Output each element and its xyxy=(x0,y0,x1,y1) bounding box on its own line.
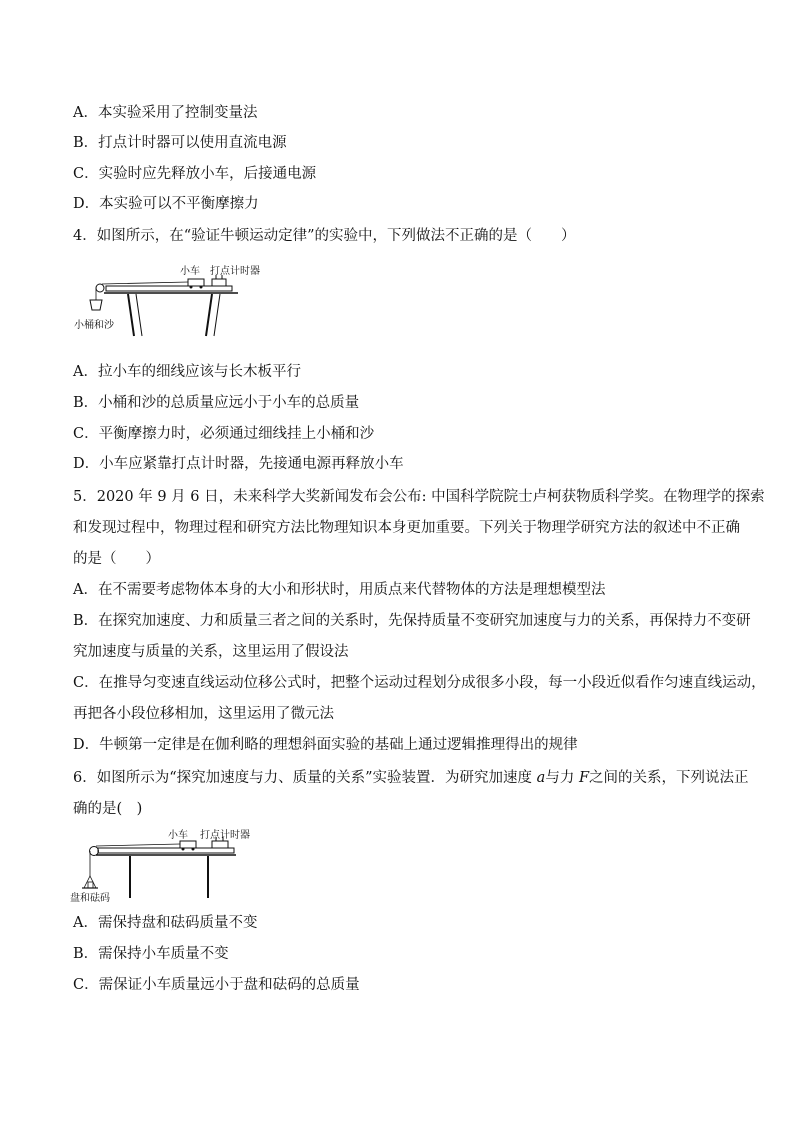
q3-option-c: C．实验时应先释放小车，后接通电源 xyxy=(73,166,317,182)
cart xyxy=(180,841,196,848)
q5-option-c-line1: C．在推导匀变速直线运动位移公式时，把整个运动过程划分成很多小段，每一小段近似看作匀速直线运动， xyxy=(73,675,766,691)
q5-stem-line1: 5．2020 年 9 月 6 日，未来科学大奖新闻发布会公布: 中国科学院院士卢柯获物质科学奖。在物理学的探索 xyxy=(73,489,765,505)
q6-label-car: 小车 xyxy=(168,830,188,841)
q3-option-b: B．打点计时器可以使用直流电源 xyxy=(73,135,287,151)
q5-option-d: D．牛顿第一定律是在伽利略的理想斜面实验的基础上通过逻辑推理得出的规律 xyxy=(73,737,578,753)
q6-option-b: B．需保持小车质量不变 xyxy=(73,946,229,962)
q6-option-a: A．需保持盘和砝码质量不变 xyxy=(73,915,258,931)
q5-stem-line2: 和发现过程中，物理过程和研究方法比物理知识本身更加重要。下列关于物理学研究方法的叙述中不正确 xyxy=(73,520,740,536)
q4-option-c: C．平衡摩擦力时，必须通过细线挂上小桶和沙 xyxy=(73,426,375,442)
timer xyxy=(212,279,226,286)
q4-option-a: A．拉小车的细线应该与长木板平行 xyxy=(73,364,301,380)
q5-option-a: A．在不需要考虑物体本身的大小和形状时，用质点来代替物体的方法是理想模型法 xyxy=(73,582,606,598)
q3-option-d: D．本实验可以不平衡摩擦力 xyxy=(73,196,259,212)
q4-option-d: D．小车应紧靠打点计时器，先接通电源再释放小车 xyxy=(73,456,404,472)
q4-label-car: 小车 xyxy=(180,266,200,277)
q4-apparatus-figure xyxy=(70,262,260,340)
timer xyxy=(212,841,228,848)
string xyxy=(96,844,180,846)
string xyxy=(102,282,188,284)
cart xyxy=(188,279,204,286)
weight xyxy=(88,882,93,888)
q6-stem-part3: 之间的关系，下列说法正 xyxy=(589,770,749,786)
q4-stem: 4．如图所示，在“验证牛顿运动定律”的实验中，下列做法不正确的是（ ） xyxy=(73,228,576,244)
q6-stem-line1 xyxy=(73,768,749,788)
long-board xyxy=(106,286,232,291)
pulley xyxy=(90,847,99,856)
q6-var-f: F xyxy=(578,770,589,786)
q4-label-bucket: 小桶和沙 xyxy=(74,320,114,331)
q6-stem-line2: 确的是( ) xyxy=(73,801,143,817)
q6-stem-part1: 6．如图所示为“探究加速度与力、质量的关系”实验装置．为研究加速度 xyxy=(73,770,537,786)
q3-option-a: A．本实验采用了控制变量法 xyxy=(73,105,258,121)
q5-option-c-line2: 再把各小段位移相加，这里运用了微元法 xyxy=(73,706,334,722)
q5-option-b-line1: B．在探究加速度、力和质量三者之间的关系时，先保持质量不变研究加速度与力的关系，再保持力不变研 xyxy=(73,613,751,629)
bucket xyxy=(90,300,102,310)
q5-option-b-line2: 究加速度与质量的关系，这里运用了假设法 xyxy=(73,644,349,660)
q4-label-timer: 打点计时器 xyxy=(210,266,260,277)
long-board xyxy=(98,848,234,853)
q5-stem-line3: 的是（ ） xyxy=(73,551,160,567)
q6-option-c: C．需保证小车质量远小于盘和砝码的总质量 xyxy=(73,977,360,993)
q6-label-timer: 打点计时器 xyxy=(200,830,250,841)
q6-var-a: a xyxy=(536,770,546,786)
q6-stem-part2: 与力 xyxy=(545,770,579,786)
pulley xyxy=(96,284,104,292)
q6-label-weights: 盘和砝码 xyxy=(70,893,110,904)
q6-apparatus-figure xyxy=(70,826,250,904)
q4-option-b: B．小桶和沙的总质量应远小于小车的总质量 xyxy=(73,395,360,411)
